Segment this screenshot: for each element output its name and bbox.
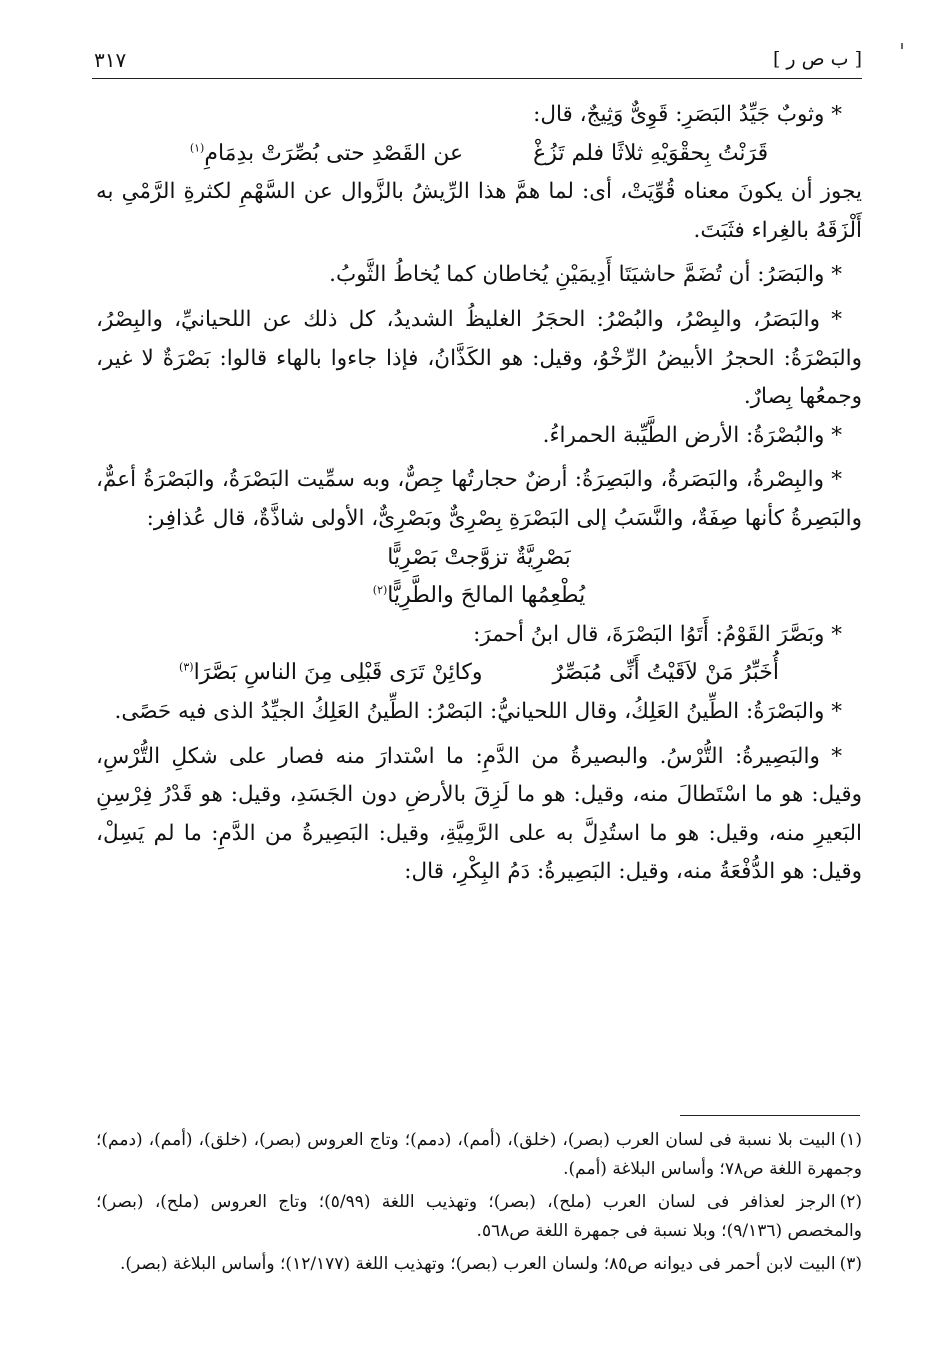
verse-3 bbox=[96, 654, 862, 693]
footnote-number: (٢) bbox=[839, 1192, 863, 1212]
paragraph-9: * والبَصِيرةُ: التُّرْسُ. والبصيرةُ من الدَّمِ: ما اسْتدارَ منه فصار على شكلِ التُّرْسِ، وقيل: هو ما اسْتَطالَ منه، وقيل: هو ما لَزِقَ بالأرضِ دون الجَسَدِ، وقيل: هو قَدْرُ فِرْسِنِ البَعيرِ منه، وقيل: هو ما استُدِلَّ به على الرَّمِيَّةِ، وقيل: البَصِيرةُ من الدَّمِ: ما لم يَسِلْ، وقيل: هو الدُّفْعَةُ منه، وقيل: البَصِيرةُ: دَمُ البِكْرِ، قال: bbox=[96, 743, 862, 885]
verse-2-line-2 bbox=[96, 577, 862, 616]
verse-2-line-2-text: يُطْعِمُها المالحَ والطَّرِيًّا bbox=[387, 583, 586, 609]
paragraph-7: * وبَصَّرَ القَوْمُ: أَتَوُا البَصْرَةَ، قال ابنُ أحمرَ: bbox=[473, 621, 842, 647]
footnote-text: البيت بلا نسبة فى لسان العرب (بصر)، (خلق)، (أمم)، (دمم)؛ وتاج العروس (بصر)، (خلق)، (أمم)، (دمم)؛ وجمهرة اللغة ص٧٨؛ وأساس البلاغة (أمم). bbox=[96, 1130, 862, 1179]
verse-3-first-hemistich: أُخَبِّرُ مَنْ لاَقَيْتُ أَنِّى مُبَصِّرٌ bbox=[552, 660, 779, 686]
paragraph-1: * وثوبٌ جَيِّدُ البَصَرِ: قَوِىٌّ وَثِيجٌ، قال: bbox=[533, 102, 842, 127]
paragraph-4: * والبَصَرُ، والبِصْرُ، والبُصْرُ: الحجَرُ الغليظُ الشديدُ، كل ذلك عن اللحيانيِّ، والبِصْرُ، والبَصْرَةُ: الحجرُ الأبيضُ الرِّخْوُ، وقيل: هو الكَذَّانُ، فإذا جاءوا بالهاء قالوا: بَصْرَةٌ لا غير، وجمعُها بِصارٌ. bbox=[96, 306, 862, 410]
verse-2-line-1: بَصْرِيَّةٌ تزوَّجتْ بَصْرِيًّا bbox=[387, 544, 571, 570]
verse-1-second-hemistich bbox=[190, 135, 463, 174]
running-head: [ ب ص ر ] bbox=[772, 48, 862, 70]
paragraph-3: * والبَصَرُ: أن تُضَمَّ حاشيَتَا أَدِيمَيْنِ يُخاطان كما يُخاطُ الثَّوبُ. bbox=[329, 262, 842, 288]
footnotes bbox=[96, 1126, 862, 1283]
footnote-2 bbox=[96, 1188, 862, 1246]
page-number: ٣١٧ bbox=[94, 48, 127, 72]
footnote-3 bbox=[96, 1250, 862, 1279]
verse-3-second-text: وكائِنْ تَرَى قَبْلِى مِنَ الناسِ بَصَّرَا bbox=[193, 660, 483, 686]
footnote-ref-3: (٣) bbox=[179, 660, 194, 674]
footnote-number: (٣) bbox=[839, 1254, 862, 1274]
paragraph-5: * والبُصْرَةُ: الأرض الطَّيِّبة الحمراءُ. bbox=[542, 422, 842, 448]
verse-3-second-hemistich bbox=[179, 654, 482, 693]
footnote-ref-1: (١) bbox=[189, 141, 205, 155]
verse-1-first-hemistich: قَرَنْتُ بِحقْوَيْهِ ثلاثًا فلم تَزُغْ bbox=[533, 140, 769, 166]
verse-1 bbox=[96, 135, 862, 174]
footnote-text: البيت لابن أحمر فى ديوانه ص٨٥؛ ولسان العرب (بصر)؛ وتهذيب اللغة (١٢/١٧٧)؛ وأساس البلاغة (بصر). bbox=[120, 1254, 836, 1274]
main-text bbox=[96, 96, 862, 892]
edge-mark bbox=[901, 43, 903, 49]
footnote-ref-2: (٢) bbox=[372, 583, 388, 597]
paragraph-8: * والبَصْرَةُ: الطِّينُ العَلِكُ، وقال اللحيانيُّ: البَصْرُ: الطِّينُ العَلِكُ الجيِّدُ الذى فيه حَصًى. bbox=[114, 698, 842, 724]
footnote-text: الرجز لعذافر فى لسان العرب (ملح)، (بصر)؛ وتهذيب اللغة (٥/٩٩)؛ وتاج العروس (ملح)، (بصر)؛ والمخصص (٩/١٣٦)؛ وبلا نسبة فى جمهرة اللغة ص٥٦٨. bbox=[96, 1192, 862, 1241]
verse-1-second-text: عن القَصْدِ حتى بُصِّرَتْ بدِمَامِ bbox=[204, 140, 464, 166]
page-header bbox=[92, 48, 862, 79]
footnote-number: (١) bbox=[839, 1130, 862, 1150]
footnote-1 bbox=[96, 1126, 862, 1184]
paragraph-2: يجوز أن يكونَ معناه قُوِّيَتْ، أى: لما همَّ هذا الرِّيشُ بالزَّوال عن السَّهْمِ لكثرةِ الرَّمْىِ به أَلْزَقَهُ بالغِراء فثَبَتَ. bbox=[96, 179, 862, 243]
footnote-divider bbox=[680, 1115, 860, 1116]
paragraph-6: * والبِصْرةُ، والبَصَرةُ، والبَصِرَةُ: أرضٌ حجارتُها جِصٌّ، وبه سمِّيت البَصْرَةُ، والبَصْرَةُ أعمٌّ، والبَصِرةُ كأنها صِفَةٌ، والنَّسَبُ إلى البَصْرَةِ بِصْرِىٌّ وبَصْرِىٌّ، الأولى شاذَّةٌ، قال عُذافِر: bbox=[96, 467, 862, 531]
